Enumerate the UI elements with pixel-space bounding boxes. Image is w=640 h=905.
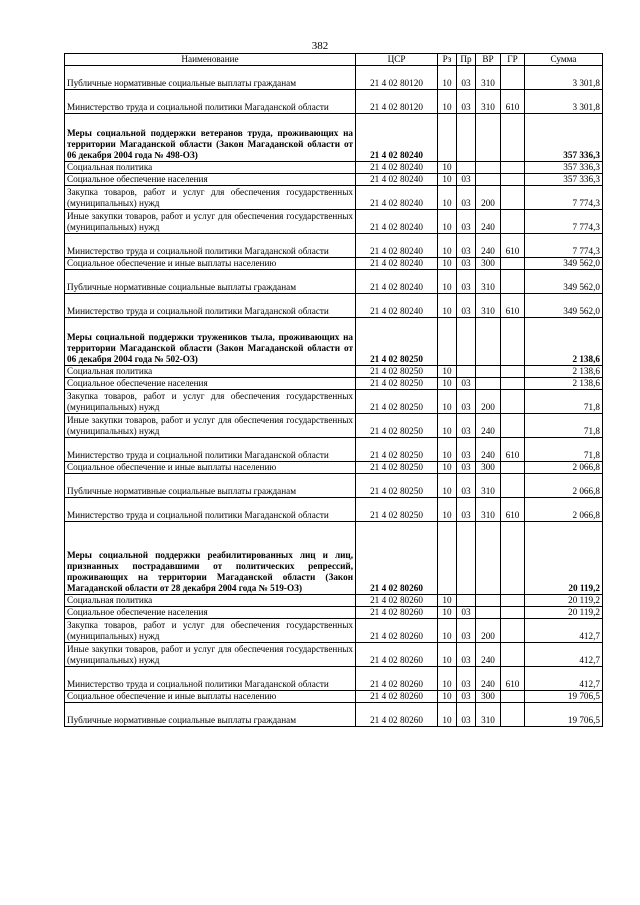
cell-gr: 610 (501, 294, 525, 318)
cell-vr: 200 (476, 186, 501, 210)
cell-pr: 03 (457, 234, 476, 258)
cell-rz: 10 (438, 186, 457, 210)
cell-sum: 71,8 (525, 438, 603, 462)
cell-vr: 300 (476, 462, 501, 474)
cell-sum: 20 119,2 (525, 607, 603, 619)
cell-name: Иные закупки товаров, работ и услуг для обеспечения государственных (муниципальных) нужд (65, 210, 356, 234)
cell-vr (476, 366, 501, 378)
cell-sum: 71,8 (525, 414, 603, 438)
cell-name: Публичные нормативные социальные выплаты гражданам (65, 703, 356, 727)
cell-rz: 10 (438, 258, 457, 270)
cell-rz: 10 (438, 703, 457, 727)
cell-name: Министерство труда и социальной политики Магаданской области (65, 234, 356, 258)
cell-pr: 03 (457, 474, 476, 498)
cell-rz: 10 (438, 366, 457, 378)
cell-rz: 10 (438, 234, 457, 258)
cell-csr: 21 4 02 80240 (356, 186, 438, 210)
cell-rz: 10 (438, 691, 457, 703)
table-row (65, 414, 603, 438)
cell-sum: 412,7 (525, 667, 603, 691)
cell-pr: 03 (457, 210, 476, 234)
cell-gr (501, 366, 525, 378)
cell-gr (501, 619, 525, 643)
cell-sum: 2 066,8 (525, 474, 603, 498)
cell-csr: 21 4 02 80260 (356, 667, 438, 691)
cell-name: Социальное обеспечение населения (65, 607, 356, 619)
cell-gr (501, 522, 525, 595)
cell-name: Социальное обеспечение населения (65, 378, 356, 390)
cell-vr: 240 (476, 667, 501, 691)
cell-csr: 21 4 02 80240 (356, 258, 438, 270)
table-row (65, 619, 603, 643)
cell-pr: 03 (457, 691, 476, 703)
cell-pr (457, 318, 476, 366)
header-sum: Сумма (525, 54, 603, 66)
cell-rz: 10 (438, 210, 457, 234)
table-row (65, 462, 603, 474)
table-row (65, 210, 603, 234)
cell-rz: 10 (438, 270, 457, 294)
cell-gr (501, 66, 525, 90)
cell-name: Иные закупки товаров, работ и услуг для обеспечения государственных (муниципальных) нужд (65, 414, 356, 438)
cell-vr: 310 (476, 294, 501, 318)
cell-sum: 3 301,8 (525, 90, 603, 114)
cell-gr (501, 210, 525, 234)
cell-rz: 10 (438, 643, 457, 667)
cell-csr: 21 4 02 80250 (356, 378, 438, 390)
cell-rz: 10 (438, 474, 457, 498)
table-row (65, 378, 603, 390)
cell-gr (501, 258, 525, 270)
table-row (65, 522, 603, 595)
cell-csr: 21 4 02 80260 (356, 522, 438, 595)
cell-gr (501, 691, 525, 703)
table-row (65, 162, 603, 174)
cell-gr: 610 (501, 90, 525, 114)
cell-name: Меры социальной поддержки реабилитированных лиц и лиц, признанных пострадавшими от политических репрессий, проживающих на территории Магаданской области (Закон Магаданской области от 28 декабря 2004 года № 519-ОЗ) (65, 522, 356, 595)
cell-rz: 10 (438, 66, 457, 90)
table-row (65, 691, 603, 703)
cell-vr (476, 595, 501, 607)
header-rz: Рз (438, 54, 457, 66)
cell-name: Министерство труда и социальной политики Магаданской области (65, 90, 356, 114)
cell-vr (476, 114, 501, 162)
cell-name: Социальное обеспечение и иные выплаты населению (65, 462, 356, 474)
cell-csr: 21 4 02 80240 (356, 294, 438, 318)
cell-pr (457, 366, 476, 378)
cell-pr: 03 (457, 270, 476, 294)
cell-gr (501, 474, 525, 498)
table-row (65, 703, 603, 727)
cell-pr: 03 (457, 90, 476, 114)
cell-csr: 21 4 02 80260 (356, 619, 438, 643)
cell-rz: 10 (438, 498, 457, 522)
cell-gr: 610 (501, 498, 525, 522)
cell-vr (476, 378, 501, 390)
cell-vr: 240 (476, 438, 501, 462)
cell-pr: 03 (457, 186, 476, 210)
cell-csr: 21 4 02 80240 (356, 114, 438, 162)
cell-gr (501, 186, 525, 210)
cell-vr: 240 (476, 643, 501, 667)
cell-sum: 349 562,0 (525, 294, 603, 318)
cell-pr: 03 (457, 667, 476, 691)
header-csr: ЦСР (356, 54, 438, 66)
cell-gr (501, 643, 525, 667)
cell-sum: 357 336,3 (525, 114, 603, 162)
cell-name: Социальное обеспечение населения (65, 174, 356, 186)
cell-sum: 20 119,2 (525, 522, 603, 595)
cell-vr (476, 318, 501, 366)
cell-pr: 03 (457, 703, 476, 727)
table-row (65, 294, 603, 318)
cell-vr (476, 162, 501, 174)
table-row (65, 595, 603, 607)
cell-sum: 7 774,3 (525, 210, 603, 234)
cell-name: Социальная политика (65, 162, 356, 174)
cell-rz: 10 (438, 162, 457, 174)
cell-name: Министерство труда и социальной политики Магаданской области (65, 498, 356, 522)
cell-csr: 21 4 02 80260 (356, 643, 438, 667)
cell-csr: 21 4 02 80250 (356, 366, 438, 378)
cell-gr (501, 595, 525, 607)
budget-table (64, 53, 603, 727)
cell-sum: 7 774,3 (525, 234, 603, 258)
cell-sum: 2 066,8 (525, 462, 603, 474)
cell-rz: 10 (438, 378, 457, 390)
cell-pr: 03 (457, 258, 476, 270)
cell-rz: 10 (438, 390, 457, 414)
cell-csr: 21 4 02 80120 (356, 90, 438, 114)
cell-pr: 03 (457, 643, 476, 667)
cell-sum: 412,7 (525, 619, 603, 643)
cell-gr (501, 162, 525, 174)
table-row (65, 474, 603, 498)
cell-pr (457, 162, 476, 174)
cell-csr: 21 4 02 80260 (356, 691, 438, 703)
cell-rz: 10 (438, 462, 457, 474)
cell-vr: 200 (476, 390, 501, 414)
cell-csr: 21 4 02 80240 (356, 270, 438, 294)
cell-rz: 10 (438, 619, 457, 643)
table-header-row (65, 54, 603, 66)
table-row (65, 114, 603, 162)
table-row (65, 258, 603, 270)
table-row (65, 498, 603, 522)
table-row (65, 174, 603, 186)
cell-pr: 03 (457, 462, 476, 474)
cell-vr: 310 (476, 474, 501, 498)
cell-sum: 2 066,8 (525, 498, 603, 522)
cell-name: Социальная политика (65, 366, 356, 378)
cell-name: Министерство труда и социальной политики Магаданской области (65, 438, 356, 462)
cell-sum: 357 336,3 (525, 162, 603, 174)
cell-vr: 300 (476, 691, 501, 703)
cell-csr: 21 4 02 80260 (356, 607, 438, 619)
cell-vr: 310 (476, 270, 501, 294)
cell-vr: 310 (476, 90, 501, 114)
cell-pr: 03 (457, 414, 476, 438)
cell-sum: 20 119,2 (525, 595, 603, 607)
cell-name: Публичные нормативные социальные выплаты гражданам (65, 66, 356, 90)
table-row (65, 643, 603, 667)
cell-rz: 10 (438, 438, 457, 462)
cell-gr: 610 (501, 667, 525, 691)
cell-name: Иные закупки товаров, работ и услуг для обеспечения государственных (муниципальных) нужд (65, 643, 356, 667)
table-row (65, 186, 603, 210)
table-row (65, 438, 603, 462)
cell-rz: 10 (438, 174, 457, 186)
cell-name: Меры социальной поддержки тружеников тыла, проживающих на территории Магаданской области (Закон Магаданской области от 06 декабря 2004 года № 502-ОЗ) (65, 318, 356, 366)
cell-pr: 03 (457, 378, 476, 390)
cell-pr (457, 114, 476, 162)
cell-sum: 7 774,3 (525, 186, 603, 210)
cell-gr: 610 (501, 438, 525, 462)
header-gr: ГР (501, 54, 525, 66)
cell-rz: 10 (438, 667, 457, 691)
cell-pr (457, 595, 476, 607)
cell-gr (501, 318, 525, 366)
cell-sum: 2 138,6 (525, 366, 603, 378)
cell-csr: 21 4 02 80260 (356, 703, 438, 727)
header-pr: Пр (457, 54, 476, 66)
cell-rz: 10 (438, 595, 457, 607)
cell-name: Публичные нормативные социальные выплаты гражданам (65, 474, 356, 498)
cell-csr: 21 4 02 80250 (356, 498, 438, 522)
cell-name: Социальное обеспечение и иные выплаты населению (65, 691, 356, 703)
cell-vr (476, 174, 501, 186)
table-row (65, 390, 603, 414)
cell-name: Министерство труда и социальной политики Магаданской области (65, 294, 356, 318)
table-row (65, 66, 603, 90)
cell-name: Публичные нормативные социальные выплаты гражданам (65, 270, 356, 294)
cell-pr: 03 (457, 498, 476, 522)
table-body (65, 66, 603, 727)
cell-sum: 19 706,5 (525, 691, 603, 703)
cell-csr: 21 4 02 80250 (356, 474, 438, 498)
cell-name: Социальная политика (65, 595, 356, 607)
cell-vr: 240 (476, 210, 501, 234)
cell-pr: 03 (457, 390, 476, 414)
cell-gr (501, 174, 525, 186)
table-row (65, 234, 603, 258)
cell-gr (501, 703, 525, 727)
cell-rz: 10 (438, 294, 457, 318)
cell-vr (476, 522, 501, 595)
cell-sum: 19 706,5 (525, 703, 603, 727)
cell-csr: 21 4 02 80240 (356, 234, 438, 258)
cell-gr (501, 607, 525, 619)
cell-csr: 21 4 02 80250 (356, 462, 438, 474)
cell-name: Социальное обеспечение и иные выплаты населению (65, 258, 356, 270)
cell-sum: 349 562,0 (525, 270, 603, 294)
cell-sum: 412,7 (525, 643, 603, 667)
cell-csr: 21 4 02 80240 (356, 162, 438, 174)
cell-vr: 200 (476, 619, 501, 643)
cell-pr: 03 (457, 607, 476, 619)
cell-csr: 21 4 02 80250 (356, 390, 438, 414)
cell-vr: 300 (476, 258, 501, 270)
cell-pr (457, 522, 476, 595)
cell-rz: 10 (438, 414, 457, 438)
cell-name: Закупка товаров, работ и услуг для обеспечения государственных (муниципальных) нужд (65, 619, 356, 643)
table-row (65, 90, 603, 114)
table-row (65, 667, 603, 691)
table-row (65, 270, 603, 294)
cell-pr: 03 (457, 438, 476, 462)
cell-sum: 2 138,6 (525, 378, 603, 390)
cell-vr: 240 (476, 414, 501, 438)
cell-sum: 349 562,0 (525, 258, 603, 270)
cell-csr: 21 4 02 80120 (356, 66, 438, 90)
cell-rz (438, 318, 457, 366)
cell-sum: 3 301,8 (525, 66, 603, 90)
cell-vr: 310 (476, 66, 501, 90)
page-number: 382 (311, 40, 329, 52)
cell-csr: 21 4 02 80240 (356, 210, 438, 234)
cell-gr (501, 414, 525, 438)
cell-vr: 310 (476, 498, 501, 522)
cell-sum: 357 336,3 (525, 174, 603, 186)
cell-vr: 240 (476, 234, 501, 258)
cell-name: Министерство труда и социальной политики Магаданской области (65, 667, 356, 691)
cell-sum: 71,8 (525, 390, 603, 414)
cell-name: Меры социальной поддержки ветеранов труда, проживающих на территории Магаданской области (Закон Магаданской области от 06 декабря 2004 года № 498-ОЗ) (65, 114, 356, 162)
cell-gr (501, 114, 525, 162)
cell-csr: 21 4 02 80240 (356, 174, 438, 186)
cell-pr: 03 (457, 66, 476, 90)
cell-vr (476, 607, 501, 619)
header-name: Наименование (65, 54, 356, 66)
cell-gr (501, 390, 525, 414)
cell-name: Закупка товаров, работ и услуг для обеспечения государственных (муниципальных) нужд (65, 186, 356, 210)
cell-gr (501, 270, 525, 294)
cell-rz (438, 522, 457, 595)
cell-pr: 03 (457, 294, 476, 318)
cell-pr: 03 (457, 619, 476, 643)
cell-csr: 21 4 02 80250 (356, 438, 438, 462)
cell-rz: 10 (438, 607, 457, 619)
table-row (65, 318, 603, 366)
cell-name: Закупка товаров, работ и услуг для обеспечения государственных (муниципальных) нужд (65, 390, 356, 414)
cell-csr: 21 4 02 80260 (356, 595, 438, 607)
cell-vr: 310 (476, 703, 501, 727)
cell-rz: 10 (438, 90, 457, 114)
header-vr: ВР (476, 54, 501, 66)
cell-gr (501, 462, 525, 474)
cell-gr: 610 (501, 234, 525, 258)
cell-csr: 21 4 02 80250 (356, 414, 438, 438)
cell-csr: 21 4 02 80250 (356, 318, 438, 366)
table-row (65, 607, 603, 619)
table-row (65, 366, 603, 378)
cell-gr (501, 378, 525, 390)
cell-sum: 2 138,6 (525, 318, 603, 366)
cell-pr: 03 (457, 174, 476, 186)
cell-rz (438, 114, 457, 162)
